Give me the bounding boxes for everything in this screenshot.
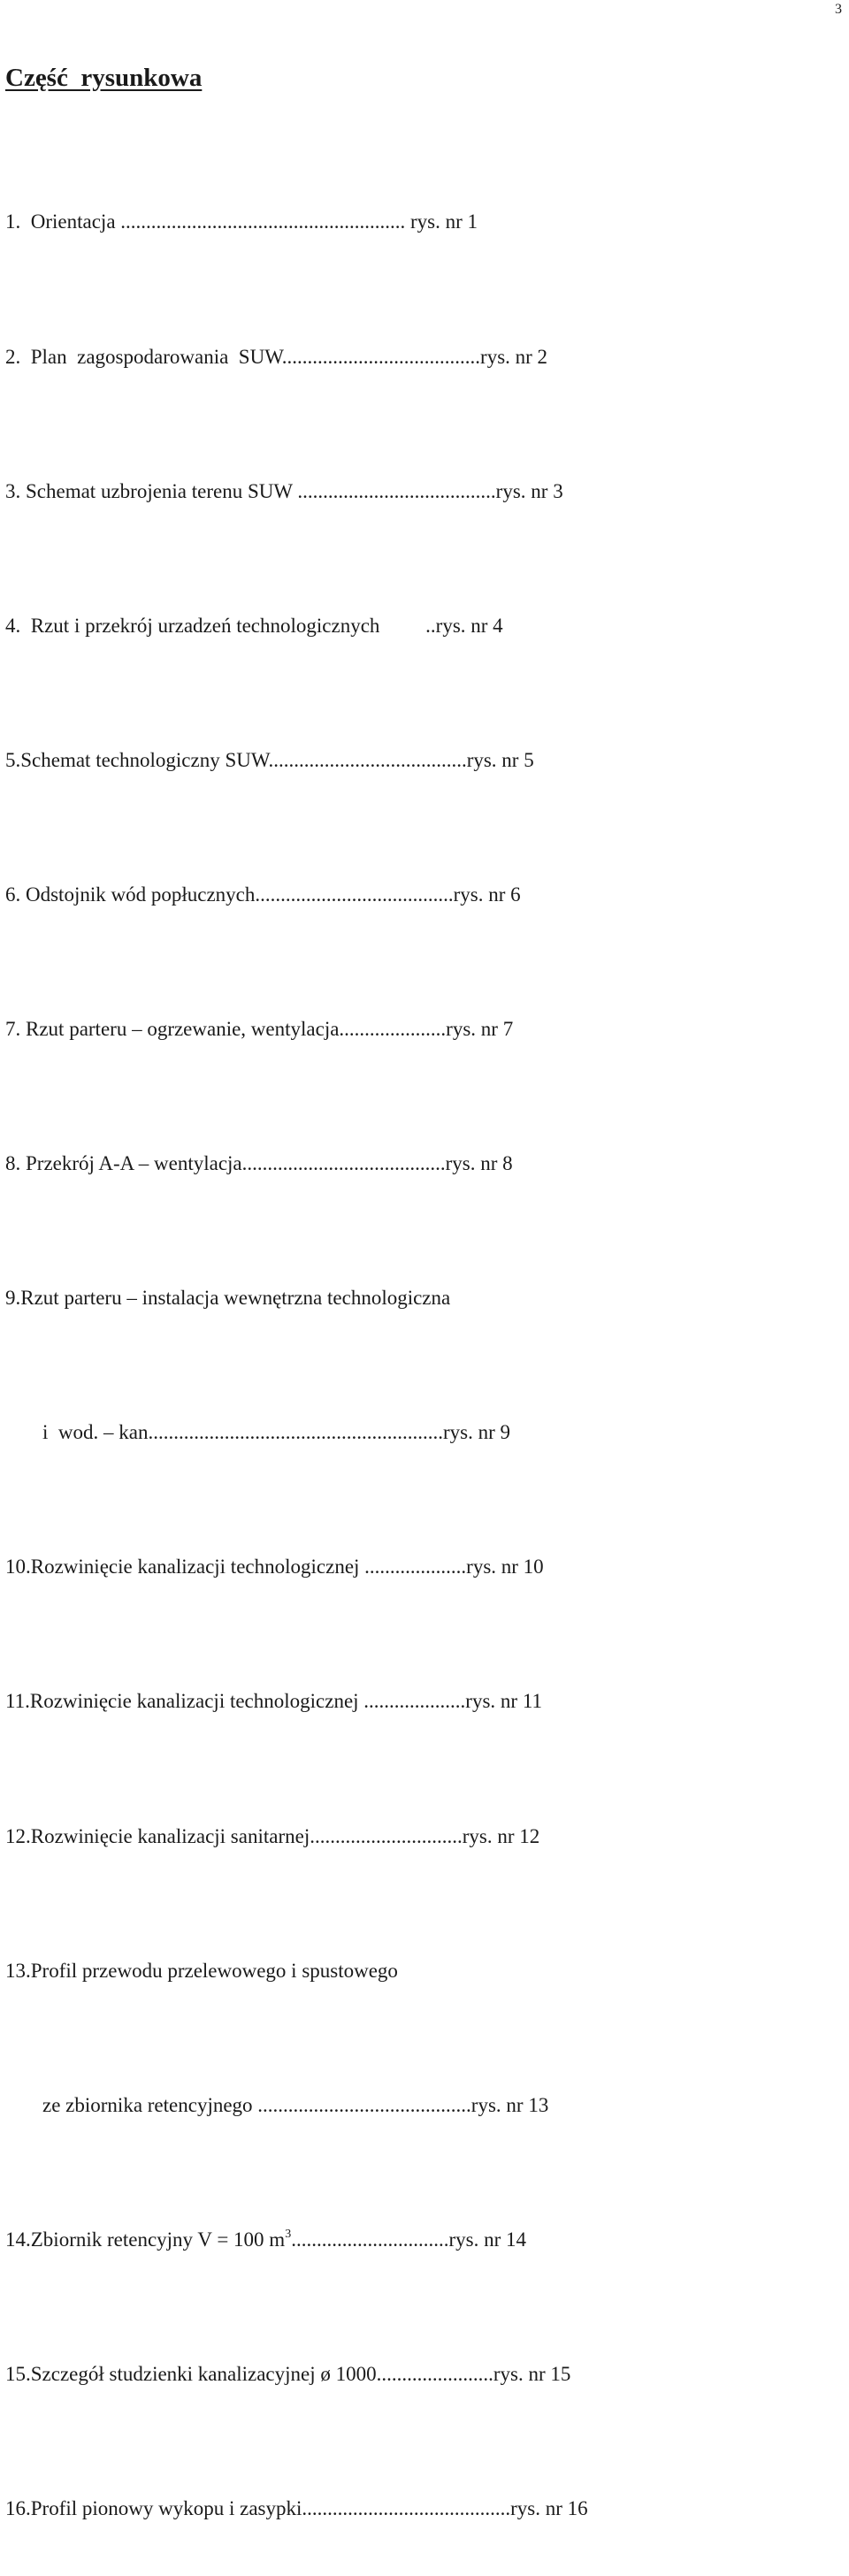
toc-line-continuation: i wod. – kan..........................................................rys. nr 9 [42, 1421, 510, 1444]
drawing-list [5, 111, 588, 2576]
toc-line: 1. Orientacja ........................................................ rys. nr 1 [5, 210, 478, 233]
toc-line-leader: ...............................rys. nr 14 [291, 2228, 526, 2251]
toc-line: 11.Rozwinięcie kanalizacji technologicznej ....................rys. nr 11 [5, 1690, 542, 1713]
toc-line: 10.Rozwinięcie kanalizacji technologicznej ....................rys. nr 10 [5, 1556, 544, 1578]
toc-line: 9.Rzut parteru – instalacja wewnętrzna technologiczna [5, 1287, 451, 1310]
section-title: Część rysunkowa [5, 64, 203, 92]
toc-line [5, 2218, 588, 2263]
toc-line: 15.Szczegół studzienki kanalizacyjnej ø 1000.......................rys. nr 15 [5, 2362, 571, 2385]
toc-line-text: 14.Zbiornik retencyjny V = 100 m [5, 2228, 286, 2251]
toc-line: 12.Rozwinięcie kanalizacji sanitarnej..............................rys. nr 12 [5, 1824, 540, 1847]
superscript-exponent: 3 [285, 2227, 292, 2241]
toc-line-continuation: ze zbiornika retencyjnego ..........................................rys. nr 13 [42, 2093, 549, 2116]
toc-line: 7. Rzut parteru – ogrzewanie, wentylacja.....................rys. nr 7 [5, 1017, 514, 1040]
toc-line: 13.Profil przewodu przelewowego i spustowego [5, 1959, 398, 1982]
page-number: 3 [835, 2, 842, 17]
toc-line: 16.Profil pionowy wykopu i zasypki.........................................rys. nr 16 [5, 2497, 588, 2519]
toc-line: 4. Rzut i przekrój urzadzeń technologicznych ..rys. nr 4 [5, 614, 503, 637]
toc-line: 5.Schemat technologiczny SUW.......................................rys. nr 5 [5, 748, 534, 771]
toc-line: 2. Plan zagospodarowania SUW.......................................rys. nr 2 [5, 345, 548, 368]
toc-line: 8. Przekrój A-A – wentylacja........................................rys. nr 8 [5, 1152, 513, 1175]
toc-line: 6. Odstojnik wód popłucznych.......................................rys. nr 6 [5, 883, 521, 906]
toc-line: 3. Schemat uzbrojenia terenu SUW .......................................rys. nr 3 [5, 479, 563, 502]
